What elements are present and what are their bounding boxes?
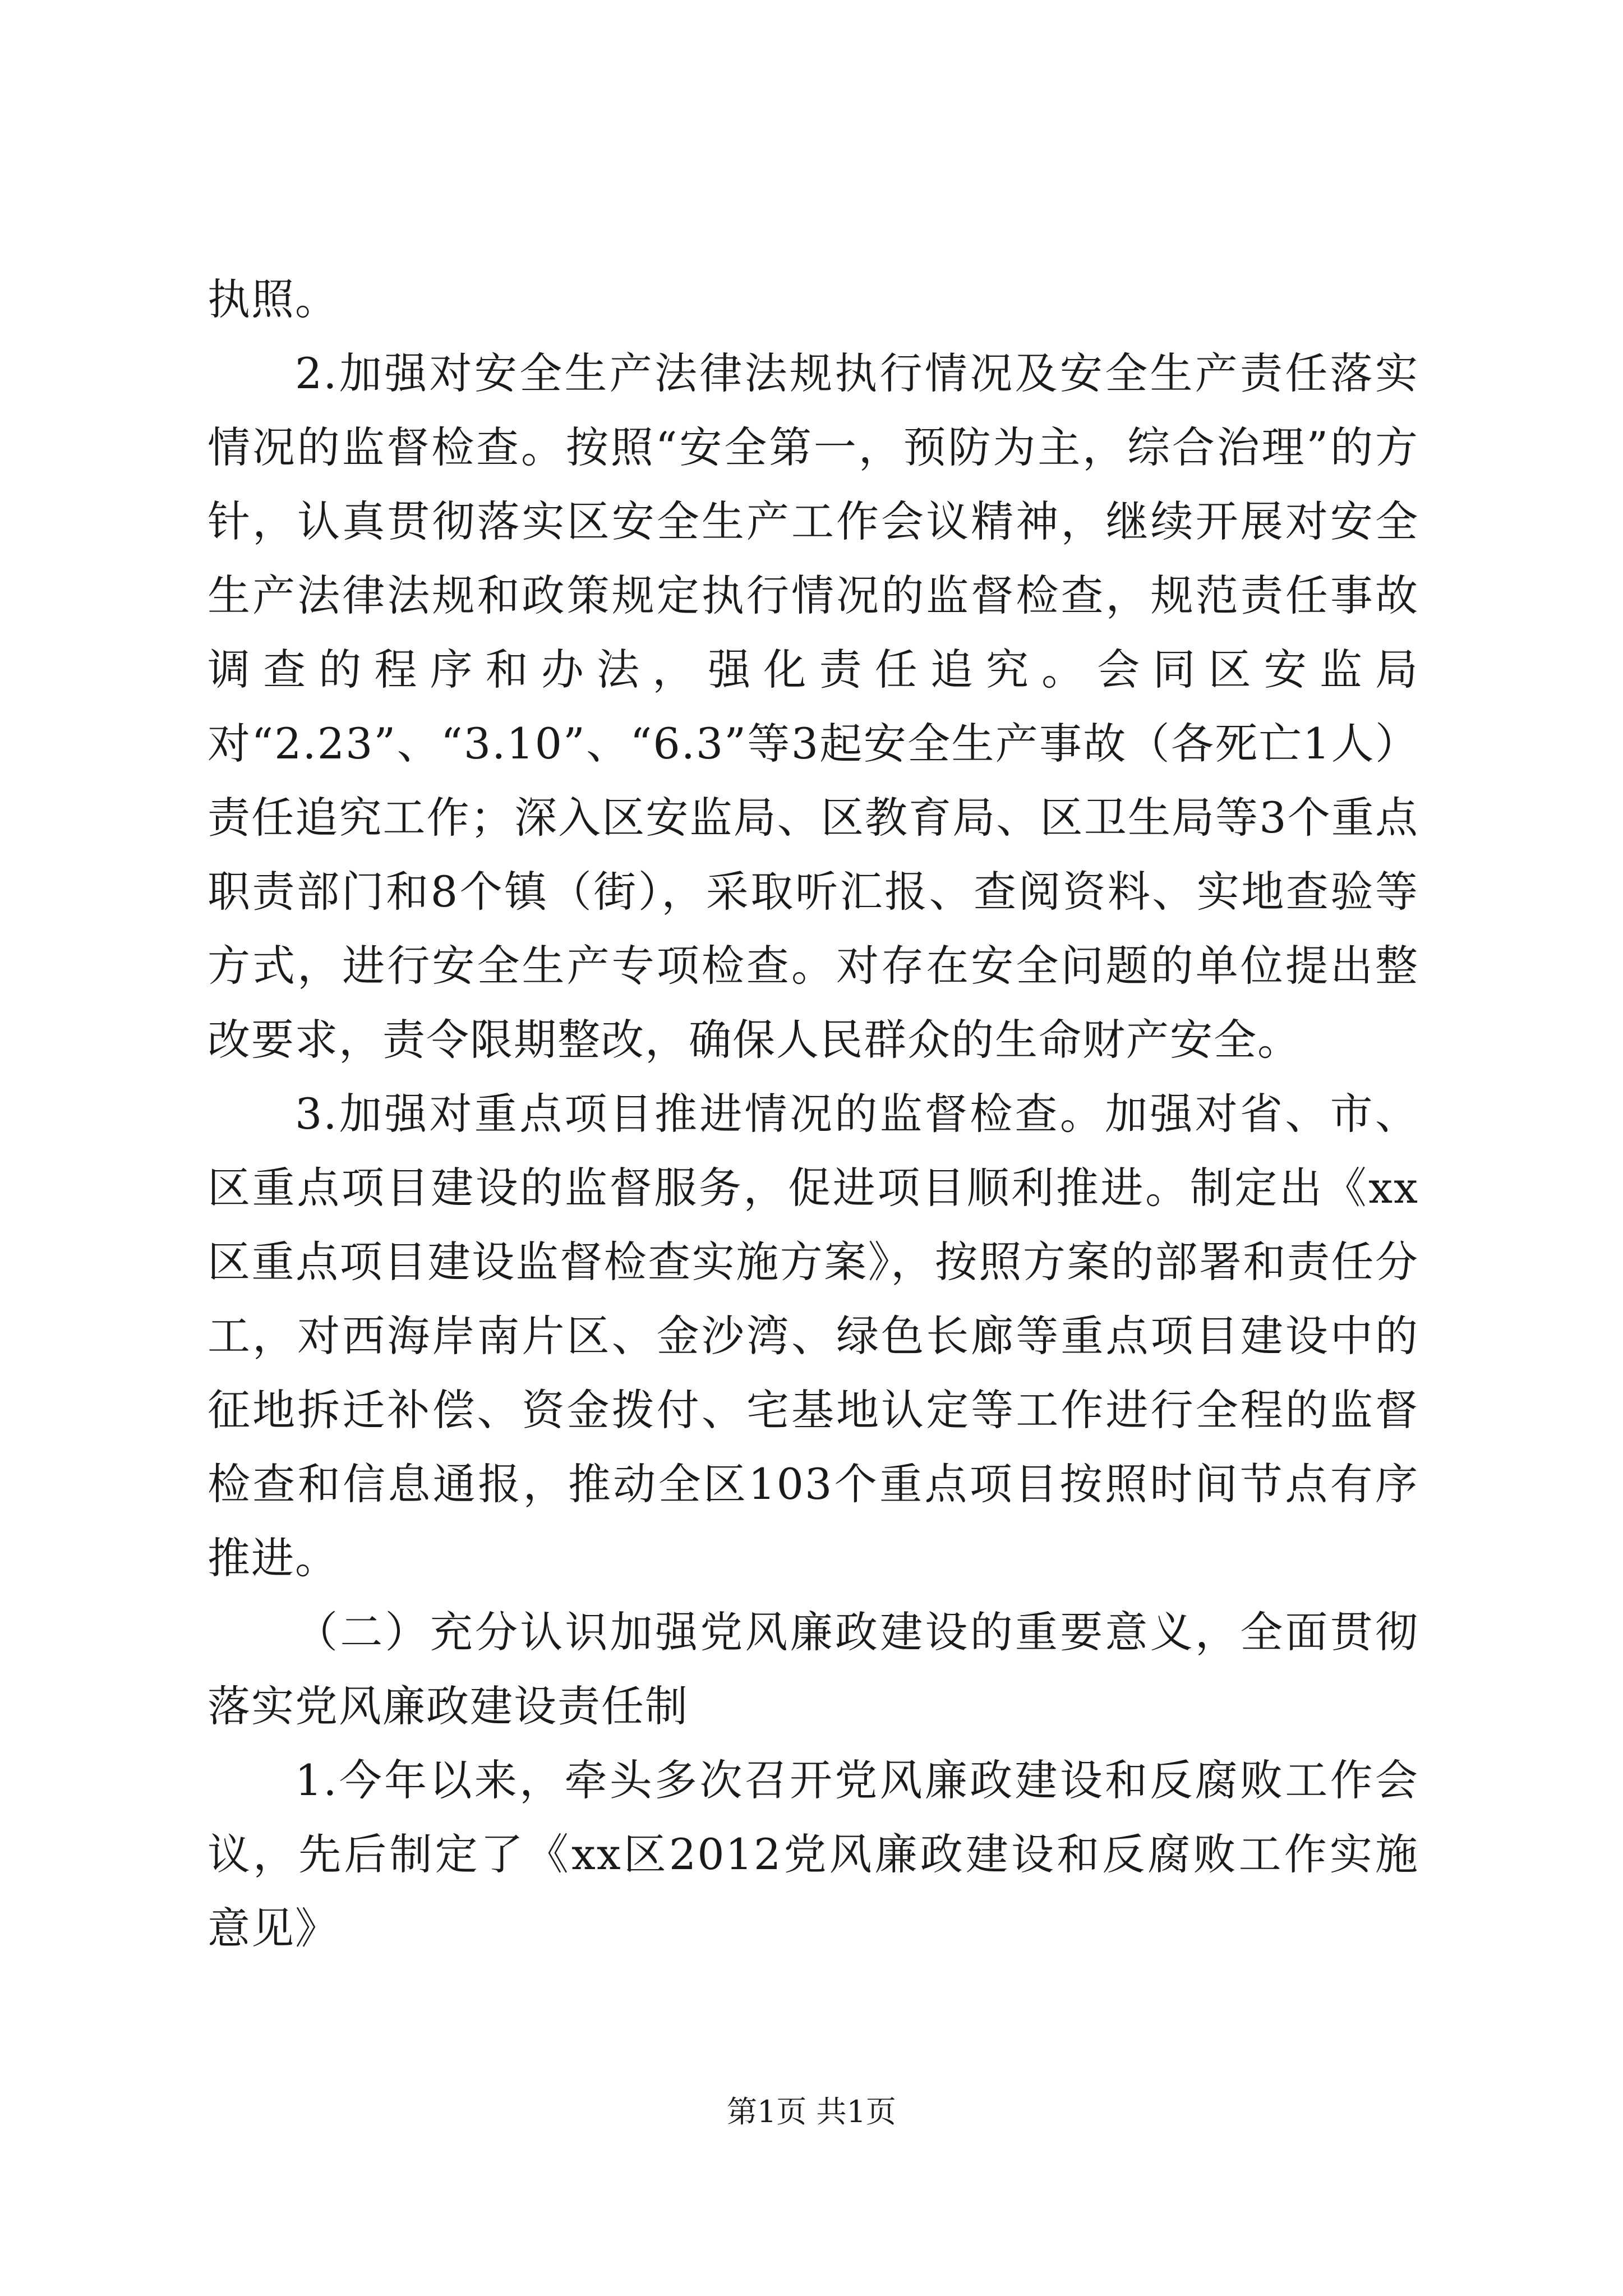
page-footer: [0, 2092, 1623, 2132]
paragraph-key-projects: 3.加强对重点项目推进情况的监督检查。加强对省、市、区重点项目建设的监督服务，促进项目顺利推进。制定出《xx区重点项目建设监督检查实施方案》，按照方案的部署和责任分工，对西海岸南片区、金沙湾、绿色长廊等重点项目建设中的征地拆迁补偿、资金拨付、宅基地认定等工作进行全程的监督检查和信息通报，推动全区103个重点项目按照时间节点有序推进。: [208, 1089, 1419, 1583]
page-number-label: 第1页 共1页: [727, 2094, 896, 2129]
paragraph-safety-inspection: 2.加强对安全生产法律法规执行情况及安全生产责任落实情况的监督检查。按照“安全第一，预防为主，综合治理”的方针，认真贯彻落实区安全生产工作会议精神，继续开展对安全生产法律法规和政策规定执行情况的监督检查，规范责任事故调查的程序和办法，强化责任追究。会同区安监局对“2.23”、“3.10”、“6.3”等3起安全生产事故（各死亡1人）责任追究工作；深入区安监局、区教育局、区卫生局等3个重点职责部门和8个镇（街），采取听汇报、查阅资料、实地查验等方式，进行安全生产专项检查。对存在安全问题的单位提出整改要求，责令限期整改，确保人民群众的生命财产安全。: [208, 348, 1419, 1065]
document-body: [208, 263, 1419, 1966]
paragraph-anti-corruption-meetings: 1.今年以来，牵头多次召开党风廉政建设和反腐败工作会议，先后制定了《xx区2012党风廉政建设和反腐败工作实施意见》: [208, 1755, 1419, 1953]
paragraph-continuation: 执照。: [208, 274, 339, 324]
section-heading-party-conduct: （二）充分认识加强党风廉政建设的重要意义，全面贯彻落实党风廉政建设责任制: [208, 1607, 1419, 1731]
